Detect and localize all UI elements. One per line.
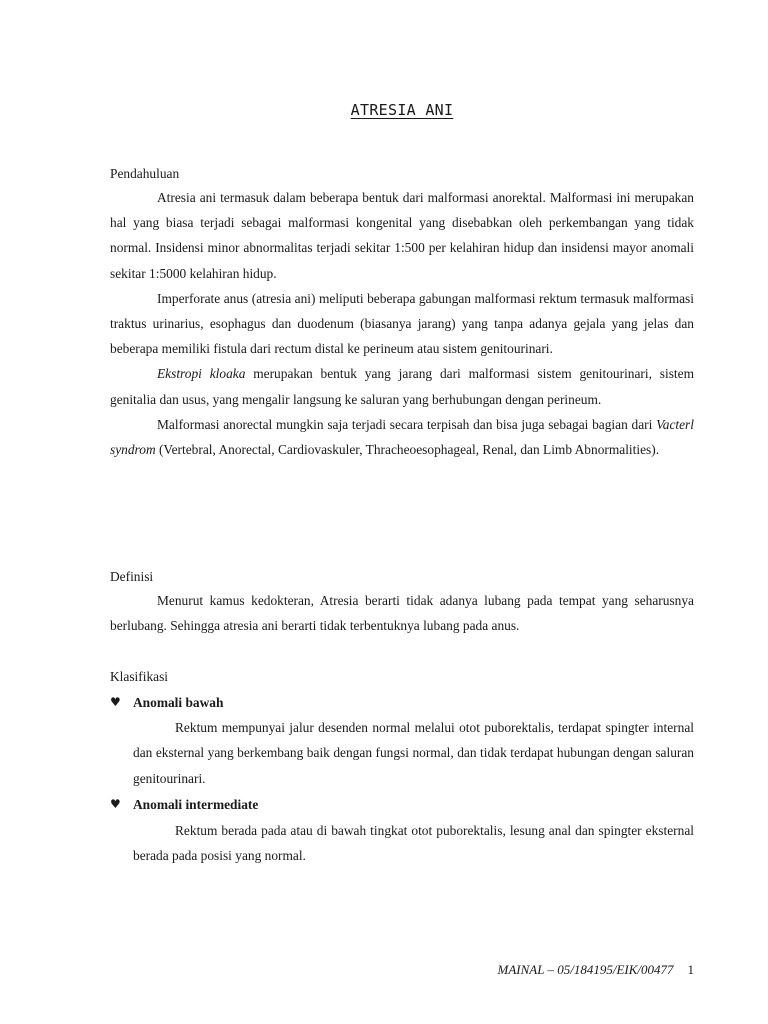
page-number: 1 bbox=[687, 962, 694, 977]
heart-bullet-icon: ♥ bbox=[110, 695, 121, 709]
pendahuluan-paragraph-4-start: Malformasi anorectal mungkin saja terjadi secara terpisah dan bisa juga sebagai bagian dari bbox=[157, 416, 657, 432]
pendahuluan-body bbox=[110, 185, 694, 462]
document-page bbox=[110, 0, 694, 1024]
footer-author: MAINAL – 05/184195/EIK/00477 bbox=[497, 962, 674, 977]
vacterl-syndrom-term: Vacterl syndrom bbox=[110, 416, 694, 458]
pendahuluan-paragraph-1: Atresia ani termasuk dalam beberapa bentuk dari malformasi anorektal. Malformasi ini merupakan hal yang biasa terjadi sebagai malformasi kongenital yang disebabkan oleh perkembangan yang tidak normal. Insidensi minor abnormalitas terjadi sekitar 1:500 per kelahiran hidup dan insidensi mayor anomali sekitar 1:5000 kelahiran hidup. bbox=[110, 190, 694, 281]
document-title: ATRESIA ANI bbox=[350, 101, 454, 119]
ekstropi-kloaka-term: Ekstropi kloaka bbox=[157, 366, 246, 382]
heading-pendahuluan: Pendahuluan bbox=[110, 166, 180, 181]
pendahuluan-paragraph-4 bbox=[110, 412, 694, 462]
heading-definisi: Definisi bbox=[110, 569, 154, 584]
klasifikasi-item-2-body bbox=[133, 818, 694, 869]
klasifikasi-item-1-label: Anomali bawah bbox=[133, 695, 224, 710]
pendahuluan-paragraph-3 bbox=[110, 361, 694, 411]
klasifikasi-item-1-text: Rektum mempunyai jalur desenden normal melalui otot puborektalis, terdapat spingter internal dan eksternal yang berkembang baik dengan fungsi normal, dan tidak terdapat hubungan dengan saluran genitourinari. bbox=[133, 720, 694, 786]
pendahuluan-paragraph-2: Imperforate anus (atresia ani) meliputi beberapa gabungan malformasi rektum termasuk malformasi traktus urinarius, esophagus dan duodenum (biasanya jarang) yang tanpa adanya gejala yang jelas dan beberapa memiliki fistula dari rectum distal ke perineum atau sistem genitourinari. bbox=[110, 290, 694, 357]
pendahuluan-paragraph-3-text: merupakan bentuk yang jarang dari malformasi sistem genitourinari, sistem genitalia dan usus, yang mengalir langsung ke saluran yang berhubungan dengan perineum. bbox=[110, 366, 694, 407]
klasifikasi-item-2-label: Anomali intermediate bbox=[133, 797, 259, 812]
definisi-paragraph-1: Menurut kamus kedokteran, Atresia berarti tidak adanya lubang pada tempat yang seharusnya berlubang. Sehingga atresia ani berarti tidak terbentuknya lubang pada anus. bbox=[110, 593, 694, 634]
pendahuluan-paragraph-4-end: (Vertebral, Anorectal, Cardiovaskuler, Thracheoesophageal, Renal, dan Limb Abnormalities). bbox=[155, 442, 660, 458]
klasifikasi-item-1-body bbox=[133, 715, 694, 791]
page-footer bbox=[498, 962, 694, 978]
heading-klasifikasi: Klasifikasi bbox=[110, 669, 169, 684]
klasifikasi-item-2-text: Rektum berada pada atau di bawah tingkat otot puborektalis, lesung anal dan spingter eksternal berada pada posisi yang normal. bbox=[133, 823, 694, 864]
definisi-body bbox=[110, 588, 694, 638]
heart-bullet-icon: ♥ bbox=[110, 797, 121, 811]
